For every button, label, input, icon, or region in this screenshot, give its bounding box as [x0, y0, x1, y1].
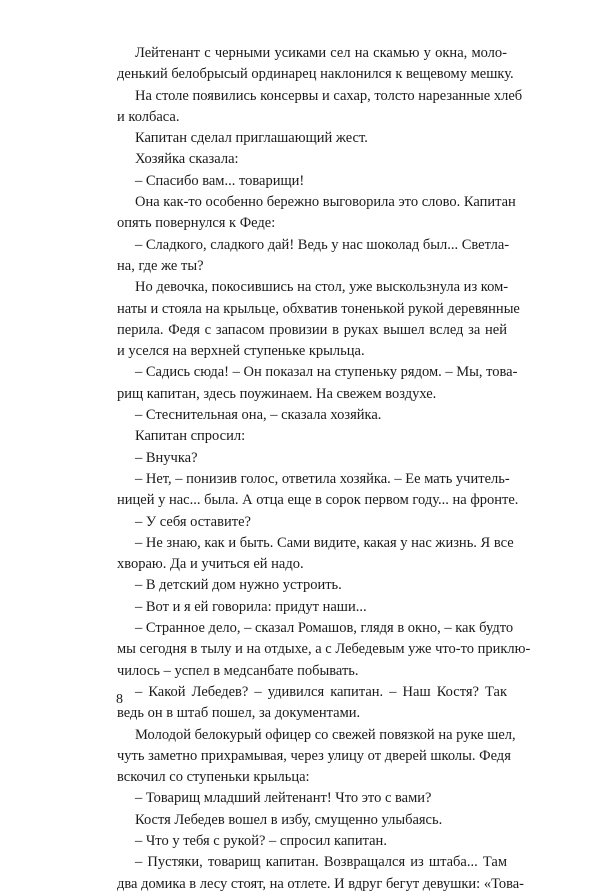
- text-line: два домика в лесу стоят, на отлете. И вдруг бегут девушки: «Това-: [117, 875, 525, 892]
- text-line: и колбаса.: [117, 108, 180, 125]
- text-line: Капитан сделал приглашающий жест.: [135, 130, 368, 147]
- text-line: и уселся на верхней ступеньке крыльца.: [117, 343, 365, 360]
- text-line: на, где же ты?: [117, 257, 204, 274]
- text-line: – Нет, – понизив голос, ответила хозяйка. – Ее мать учитель-: [135, 470, 510, 487]
- text-line: Молодой белокурый офицер со свежей повязкой на руке шел,: [135, 726, 516, 743]
- text-line: – Садись сюда! – Он показал на ступеньку рядом. – Мы, това-: [135, 364, 518, 381]
- body-text: [117, 43, 531, 895]
- text-line: вскочил со ступеньки крыльца:: [117, 769, 310, 786]
- text-line: денький белобрысый ординарец наклонился к вещевому мешку.: [117, 66, 514, 83]
- text-line: – Вот и я ей говорила: придут наши...: [135, 598, 367, 615]
- text-line: – Внучка?: [135, 449, 198, 466]
- text-line: – В детский дом нужно устроить.: [135, 577, 342, 594]
- page-number: 8: [116, 692, 123, 707]
- text-line: Лейтенант с черными усиками сел на скамью у окна, моло-: [135, 45, 507, 61]
- text-line: чилось – успел в медсанбате побывать.: [117, 662, 359, 679]
- text-line: чуть заметно прихрамывая, через улицу от дверей школы. Федя: [117, 747, 511, 764]
- text-line: – Товарищ младший лейтенант! Что это с вами?: [135, 790, 432, 807]
- text-line: – Стеснительная она, – сказала хозяйка.: [135, 407, 382, 424]
- text-line: рищ капитан, здесь поужинаем. На свежем воздухе.: [117, 385, 437, 402]
- text-line: Но девочка, покосившись на стол, уже выскользнула из ком-: [135, 279, 509, 296]
- text-line: наты и стояла на крыльце, обхватив тоненькой рукой деревянные: [117, 300, 520, 317]
- text-line: ведь он в штаб пошел, за документами.: [117, 705, 361, 722]
- text-line: Костя Лебедев вошел в избу, смущенно улыбаясь.: [135, 811, 443, 828]
- text-line: – Не знаю, как и быть. Сами видите, какая у нас жизнь. Я все: [135, 534, 514, 551]
- text-line: ницей у нас... была. А отца еще в сорок первом году... на фронте.: [117, 492, 519, 509]
- text-line: Хозяйка сказала:: [135, 151, 239, 168]
- text-line: Она как-то особенно бережно выговорила это слово. Капитан: [135, 194, 516, 211]
- text-line: опять повернулся к Феде:: [117, 215, 276, 232]
- text-line: Капитан спросил:: [135, 428, 246, 445]
- text-line: – Какой Лебедев? – удивился капитан. – Наш Костя? Так: [135, 683, 507, 700]
- text-line: перила. Федя с запасом провизии в руках вышел вслед за ней: [117, 321, 507, 338]
- text-line: – Сладкого, сладкого дай! Ведь у нас шоколад был... Светла-: [135, 236, 510, 253]
- text-line: – Спасибо вам... товарищи!: [135, 172, 305, 189]
- text-line: – Странное дело, – сказал Ромашов, глядя в окно, – как будто: [135, 620, 514, 637]
- text-line: мы сегодня в тылу и на отдыхе, а с Лебедевым уже что-то приклю-: [117, 641, 531, 658]
- text-line: – У себя оставите?: [135, 513, 251, 530]
- text-line: – Что у тебя с рукой? – спросил капитан.: [135, 832, 387, 849]
- text-line: – Пустяки, товарищ капитан. Возвращался из штаба... Там: [135, 854, 507, 871]
- text-line: На столе появились консервы и сахар, толсто нарезанные хлеб: [135, 87, 523, 104]
- text-line: хвораю. Да и учиться ей надо.: [117, 556, 304, 573]
